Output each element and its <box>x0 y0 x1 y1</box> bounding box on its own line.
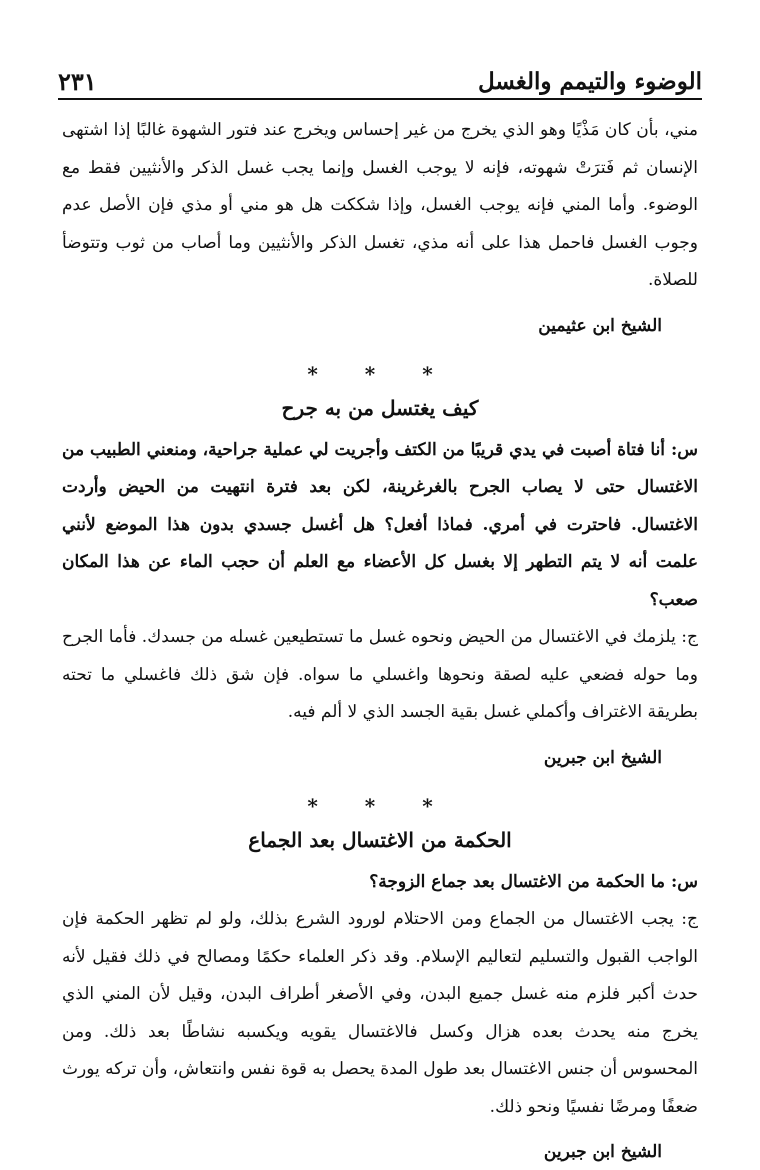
section-separator: * * * <box>307 793 453 818</box>
section-heading-wisdom: الحكمة من الاغتسال بعد الجماع <box>248 827 512 852</box>
signature-ibn-uthaymin: الشيخ ابن عثيمين <box>538 315 662 336</box>
signature-ibn-jibrin: الشيخ ابن جبرين <box>543 1142 662 1162</box>
page-body <box>62 112 698 1170</box>
answer-wisdom: ج: يجب الاغتسال من الجماع ومن الاحتلام لورود الشرع بذلك، ولو لم تظهر الحكمة فإن الواجب القبول والتسليم لتعاليم الإسلام. وقد ذكر العلماء حكمًا ومصالح في ذلك فقيل لأنه حدث أكبر فلزم منه غسل جميع البدن، وفي الأصغر أطراف البدن، وقيل لأن المني الذي يخرج منه يحدث بعده هزال وكسل فالاغتسال يقويه ويكسبه نشاطًا بعد ذلك. ومن المحسوس أن جنس الاغتسال بعد طول المدة يحصل به قوة نفس وانتعاش، وأن تركه يورث ضعفًا ومرضًا نفسيًا ونحو ذلك. <box>62 909 698 1117</box>
running-title: الوضوء والتيمم والغسل <box>477 67 702 95</box>
page-number: ٢٣١ <box>58 66 97 96</box>
question-wound: س: أنا فتاة أصبت في يدي قريبًا من الكتف وأجريت لي عملية جراحية، ومنعني الطبيب من الاغتسال حتى لا يصاب الجرح بالغرغرينة، لكن بعد فترة انتهيت من الحيض وأردت الاغتسال. فاحترت في أمري. فماذا أفعل؟ هل أغسل جسدي بدون هذا الموضع لأنني علمت أنه لا يتم التطهر إلا بغسل كل الأعضاء مع العلم أن حجب الماء عن هذا المكان صعب؟ <box>62 439 698 610</box>
question-wisdom: س: ما الحكمة من الاغتسال بعد جماع الزوجة؟ <box>369 871 698 892</box>
section-heading-wound: كيف يغتسل من به جرح <box>281 395 479 420</box>
signature-ibn-jibrin: الشيخ ابن جبرين <box>543 747 662 768</box>
intro-paragraph: مني، بأن كان مَذْيًا وهو الذي يخرج من غير إحساس ويخرج عند فتور الشهوة غالبًا إذا اشتهى الإنسان ثم فَترَتْ شهوته، فإنه لا يوجب الغسل وإنما يجب غسل الذكر والأنثيين فقط مع الوضوء. وأما المني فإنه يوجب الغسل، وإذا شككت هل هو مني أو مذي فإن الأصل عدم وجوب الغسل فاحمل هذا على أنه مذي، تغسل الذكر والأنثيين وما أصاب من ثوب وتتوضأ للصلاة. <box>62 120 698 290</box>
page-header <box>58 66 702 96</box>
answer-wound: ج: يلزمك في الاغتسال من الحيض ونحوه غسل ما تستطيعين غسله من جسدك. فأما الجرح وما حوله فضعي عليه لصقة ونحوها واغسلي ما سواه. فإن شق ذلك فاغسلي ما تحته بطريقة الاغتراف وأكملي غسل بقية الجسد الذي لا ألم فيه. <box>62 627 698 722</box>
section-separator: * * * <box>307 361 453 386</box>
header-rule <box>58 98 702 100</box>
